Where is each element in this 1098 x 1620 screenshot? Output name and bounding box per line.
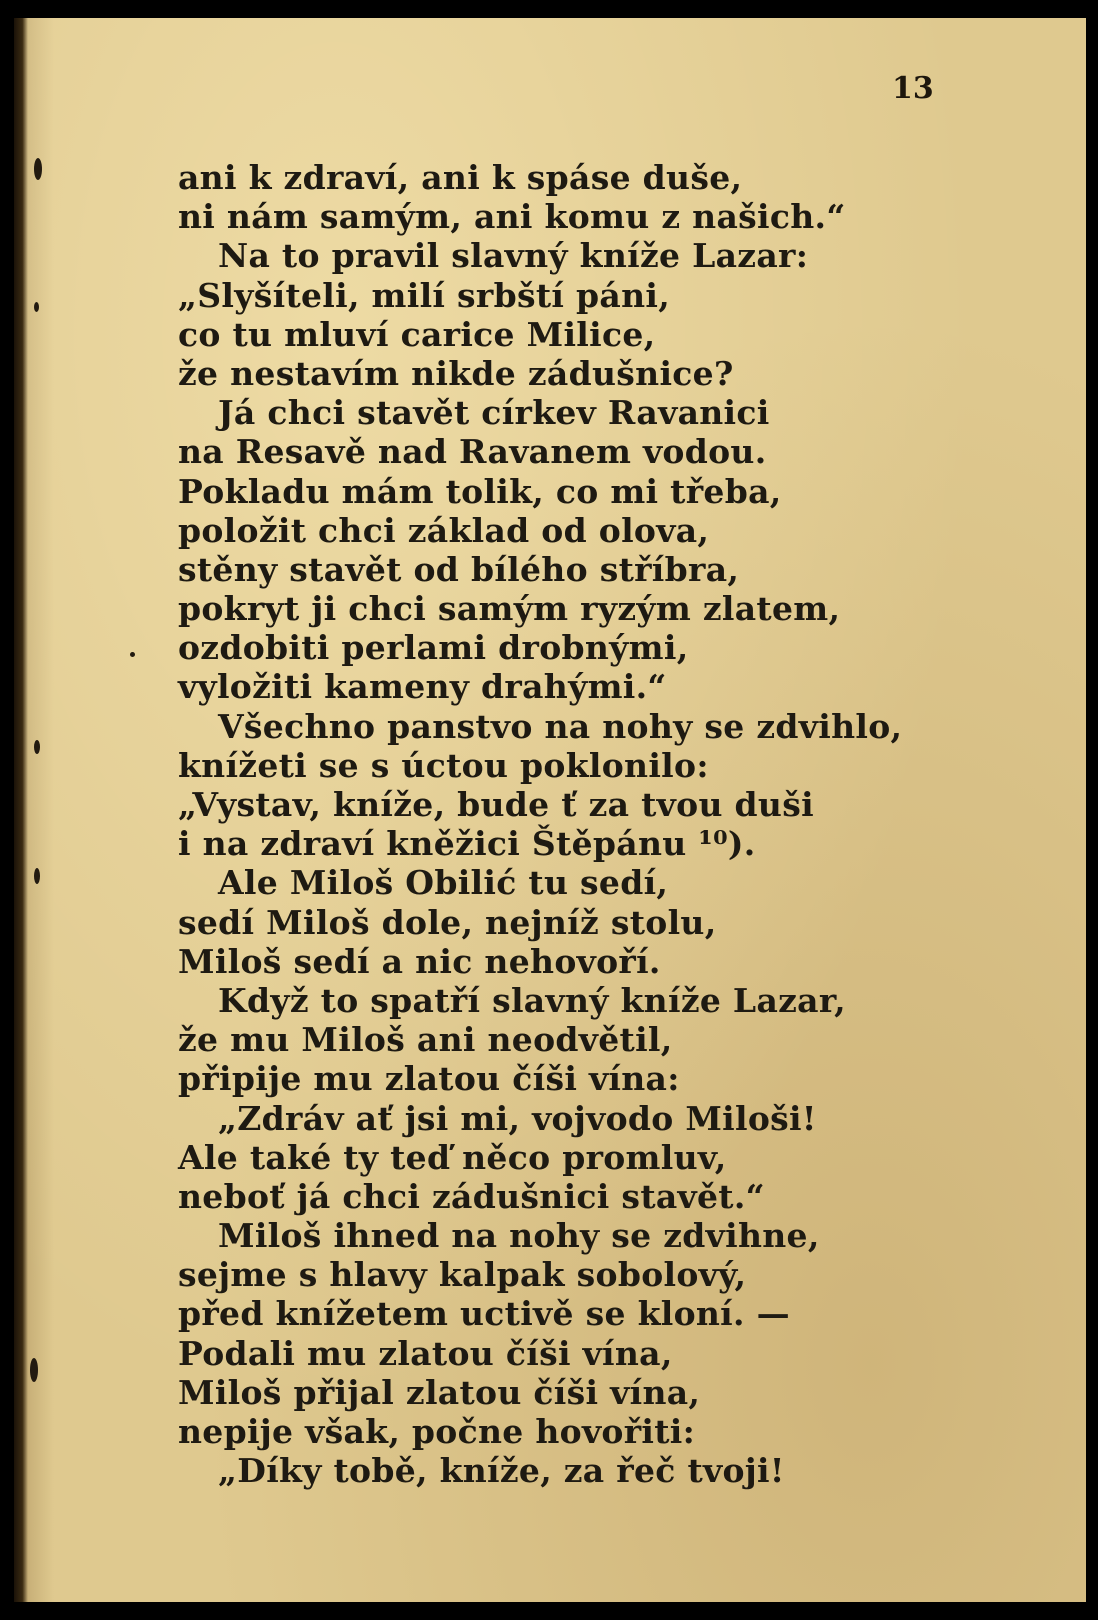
poem-line: připije mu zlatou číši vína: [178,1059,680,1099]
poem-line: Miloš přijal zlatou číši vína, [178,1372,701,1412]
poem-line: stěny stavět od bílého stříbra, [178,549,740,589]
poem-line: „Zdráv ať jsi mi, vojvodo Miloši! [218,1098,817,1138]
margin-speck [30,1358,38,1382]
margin-speck [34,302,39,312]
poem-line: Všechno panstvo na nohy se zdvihlo, [218,706,903,746]
poem-line: Když to spatří slavný kníže Lazar, [218,980,846,1020]
margin-speck [34,158,42,180]
poem-line: Na to pravil slavný kníže Lazar: [218,236,809,276]
poem-line: vyložiti kameny drahými.“ [178,667,667,707]
poem-line: sedí Miloš dole, nejníž stolu, [178,902,717,942]
poem-line: co tu mluví carice Milice, [178,314,656,354]
poem-line: „Slyšíteli, milí srbští páni, [178,275,671,315]
page-spine-shadow [14,18,28,1602]
poem-line: položit chci základ od olova, [178,510,710,550]
margin-speck [34,868,40,884]
poem-line: neboť já chci zádušnici stavět.“ [178,1176,765,1216]
poem-line: Pokladu mám tolik, co mi třeba, [178,471,782,511]
poem-line: že nestavím nikde zádušnice? [178,353,734,393]
poem-line: nepije však, počne hovořiti: [178,1412,696,1451]
book-page [14,18,1086,1602]
margin-speck [130,652,135,657]
margin-speck [34,740,40,754]
poem-line: pokryt ji chci samým ryzým zlatem, [178,589,841,629]
poem-line: Já chci stavět církev Ravanici [218,393,770,433]
poem-line: Miloš ihned na nohy se zdvihne, [218,1216,820,1256]
poem-line: na Resavě nad Ravanem vodou. [178,432,767,472]
poem-line: Podali mu zlatou číši vína, [178,1333,673,1373]
poem-line: Ale také ty teď něco promluv, [178,1137,727,1177]
poem-line: i na zdraví kněžici Štěpánu ¹⁰). [178,824,756,864]
poem-line: před knížetem uctivě se kloní. — [178,1294,790,1334]
poem-line: Miloš sedí a nic nehovoří. [178,941,661,981]
poem-line: ozdobiti perlami drobnými, [178,628,689,668]
poem-line: ani k zdraví, ani k spáse duše, [178,158,743,197]
poem-text [178,158,1058,1490]
poem-line: sejme s hlavy kalpak sobolový, [178,1255,747,1295]
poem-line: že mu Miloš ani neodvětil, [178,1020,673,1060]
poem-line: knížeti se s úctou poklonilo: [178,745,709,785]
poem-line: Ale Miloš Obilić tu sedí, [218,863,669,903]
poem-line: „Díky tobě, kníže, za řeč tvoji! [218,1451,785,1491]
poem-line: ni nám samým, ani komu z našich.“ [178,197,846,237]
page-number: 13 [892,71,934,106]
poem-line: „Vystav, kníže, bude ť za tvou duši [178,785,814,824]
